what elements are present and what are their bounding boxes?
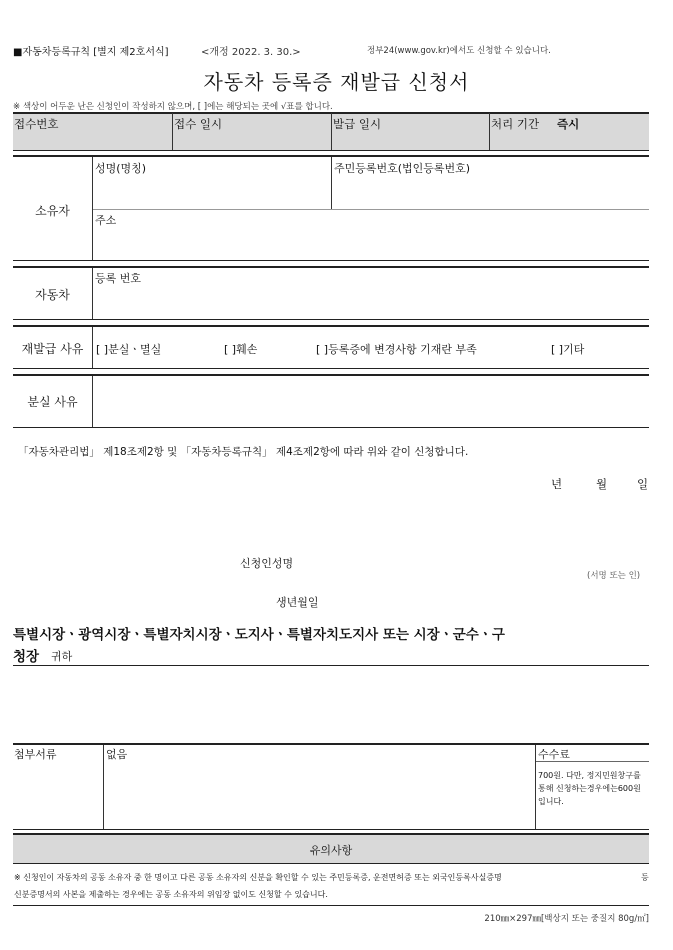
date-month[interactable]: 월: [596, 477, 608, 491]
loss-reason-label: 분실 사유: [27, 395, 78, 409]
form-reference: ■자동차등록규칙 [별지 제2호서식]: [13, 47, 169, 58]
form-title: 자동차 등록증 재발급 신청서: [203, 70, 470, 94]
notice-line-2: 신분증명서의 사본을 제출하는 경우에는 공동 소유자의 위임장 없이도 신청할 수 있습니다.: [14, 890, 328, 899]
owner-id-number-field[interactable]: [334, 175, 648, 207]
vehicle-section-label: 자동차: [35, 288, 70, 302]
applicant-name-label: 신청인성명: [240, 557, 294, 570]
receipt-number-label: 접수번호: [14, 117, 59, 131]
birth-date-field[interactable]: [330, 590, 580, 610]
processing-period-label: 처리 기간: [491, 117, 540, 131]
addressee-line-2: 청장: [13, 649, 40, 665]
reason-option-lost[interactable]: [ ]분실ㆍ멸실: [96, 343, 162, 356]
fee-line: 입니다.: [538, 797, 564, 806]
loss-reason-field[interactable]: [95, 379, 648, 425]
addressee-line-1: 특별시장ㆍ광역시장ㆍ특별자치시장ㆍ도지사ㆍ특별자치도지사 또는 시장ㆍ군수ㆍ구: [13, 627, 505, 643]
owner-name-label: 성명(명칭): [95, 162, 147, 175]
date-year[interactable]: 년: [551, 477, 563, 491]
processing-period-value: 즉시: [557, 117, 580, 131]
addressee-honorific: 귀하: [51, 650, 73, 663]
fee-description: [538, 769, 641, 808]
registration-number-label: 등록 번호: [95, 272, 142, 285]
owner-address-label: 주소: [95, 214, 117, 227]
reason-option-damaged[interactable]: [ ]훼손: [224, 343, 258, 356]
reason-option-other[interactable]: [ ]기타: [551, 343, 585, 356]
owner-address-field[interactable]: [95, 227, 648, 258]
receipt-date-label: 접수 일시: [174, 117, 223, 131]
applicant-name-field[interactable]: [320, 550, 570, 570]
instructions: ※ 색상이 어두운 난은 신청인이 작성하지 않으며, [ ]에는 해당되는 곳에 √표를 합니다.: [13, 102, 333, 112]
reason-option-insufficient-space[interactable]: [ ]등록증에 변경사항 기재란 부족: [316, 343, 477, 356]
signature-note[interactable]: (서명 또는 인): [587, 571, 641, 581]
fee-line: 통해 신청하는경우에는600원: [538, 784, 641, 793]
owner-id-number-label: 주민등록번호(법인등록번호): [334, 162, 471, 175]
attachments-value: 없음: [106, 748, 128, 761]
issue-date-label: 발급 일시: [333, 117, 382, 131]
notice-line-1-end: 등: [641, 873, 649, 882]
birth-date-label: 생년월일: [276, 596, 319, 609]
paper-spec: 210㎜×297㎜[백상지 또는 중질지 80g/㎡]: [484, 914, 649, 924]
registration-number-field[interactable]: [95, 286, 648, 317]
revision-date: <개정 2022. 3. 30.>: [201, 47, 301, 58]
declaration-text: 「자동차관리법」 제18조제2항 및 「자동차등록규칙」 제4조제2항에 따라 위와 같이 신청합니다.: [18, 446, 469, 458]
reissue-reason-label: 재발급 사유: [21, 342, 84, 356]
notice-title: 유의사항: [309, 844, 353, 857]
fee-label: 수수료: [538, 748, 570, 761]
fee-line: 700원. 다만, 정지민원창구를: [538, 771, 641, 780]
attachments-label: 첨부서류: [14, 748, 57, 761]
date-day[interactable]: 일: [637, 477, 649, 491]
notice-line-1: ※ 신청인이 자동차의 공동 소유자 중 한 명이고 다른 공동 소유자의 신분을 확인할 수 있는 주민등록증, 운전면허증 또는 외국인등록사실증명: [14, 873, 502, 882]
online-application-note: 정부24(www.gov.kr)에서도 신청할 수 있습니다.: [367, 46, 551, 56]
owner-name-field[interactable]: [95, 175, 329, 207]
owner-section-label: 소유자: [35, 204, 70, 218]
